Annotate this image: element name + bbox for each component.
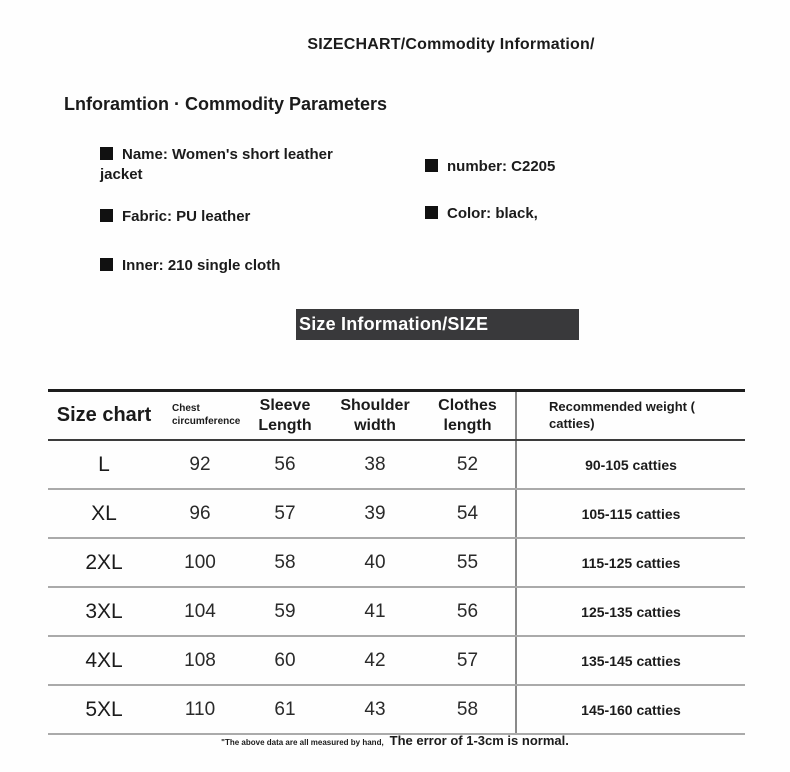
cell-value: 115-125 catties xyxy=(515,539,745,586)
param-inner-text: Inner: 210 single cloth xyxy=(122,257,281,274)
param-name-text: Name: Women's short leather jacket xyxy=(100,146,333,184)
table-row xyxy=(48,441,745,490)
page-title: SIZECHART/Commodity Information/ xyxy=(307,36,595,53)
parameters-heading: Lnforamtion · Commodity Parameters xyxy=(64,94,388,114)
cell-value: 39 xyxy=(364,502,386,524)
cell-value: 42 xyxy=(364,649,386,671)
size-label: 4XL xyxy=(85,648,123,672)
column-header-size: Size chart xyxy=(56,404,152,426)
table-row xyxy=(48,539,745,588)
param-number-text: number: C2205 xyxy=(447,158,556,175)
square-bullet-icon xyxy=(425,159,438,172)
size-label: 3XL xyxy=(85,599,123,623)
table-row xyxy=(48,637,745,686)
cell-value: 38 xyxy=(364,453,386,475)
size-table-header-row xyxy=(48,392,745,441)
cell-value: 96 xyxy=(189,502,211,524)
table-row xyxy=(48,490,745,539)
cell-value: 110 xyxy=(184,698,216,720)
cell-value: 92 xyxy=(189,453,211,475)
param-color xyxy=(425,204,725,224)
cell-value: 59 xyxy=(274,600,296,622)
cell-value: 61 xyxy=(274,698,296,720)
cell-value: 43 xyxy=(364,698,386,720)
param-number xyxy=(425,157,725,177)
param-fabric-text: Fabric: PU leather xyxy=(122,208,251,225)
param-color-text: Color: black, xyxy=(447,205,538,222)
cell-value: 104 xyxy=(184,600,216,622)
param-fabric xyxy=(100,207,400,227)
cell-value: 60 xyxy=(274,649,296,671)
cell-value: 54 xyxy=(456,502,479,524)
cell-value: 135-145 catties xyxy=(515,637,745,684)
square-bullet-icon xyxy=(100,209,113,222)
param-inner xyxy=(100,256,400,276)
cell-value: 100 xyxy=(184,551,216,573)
table-row xyxy=(48,588,745,637)
cell-value: 145-160 catties xyxy=(515,686,745,733)
size-label: 5XL xyxy=(85,697,123,721)
cell-value: 58 xyxy=(456,698,479,720)
cell-value: 108 xyxy=(184,649,216,671)
size-table xyxy=(48,389,745,735)
cell-value: 41 xyxy=(364,600,386,622)
param-name xyxy=(100,145,375,186)
size-table-body xyxy=(48,441,745,735)
cell-value: 57 xyxy=(274,502,296,524)
square-bullet-icon xyxy=(100,147,113,160)
column-header-sleeve: Sleeve Length xyxy=(258,396,312,434)
cell-value: 90-105 catties xyxy=(515,441,745,488)
measurement-note-bold: The error of 1-3cm is normal. xyxy=(389,733,569,748)
cell-value: 40 xyxy=(364,551,386,573)
cell-value: 52 xyxy=(456,453,479,475)
cell-value: 55 xyxy=(456,551,479,573)
measurement-note-small: "The above data are all measured by hand, xyxy=(221,738,384,747)
square-bullet-icon xyxy=(425,206,438,219)
measurement-note xyxy=(0,732,790,750)
size-label: XL xyxy=(91,501,117,525)
column-header-shoulder: Shoulder width xyxy=(340,396,410,434)
cell-value: 56 xyxy=(274,453,296,475)
square-bullet-icon xyxy=(100,258,113,271)
size-label: 2XL xyxy=(85,550,123,574)
size-label: L xyxy=(98,452,110,476)
cell-value: 125-135 catties xyxy=(515,588,745,635)
table-row xyxy=(48,686,745,735)
column-header-weight: Recommended weight ( catties) xyxy=(515,392,745,439)
size-section-header: Size Information/SIZE xyxy=(296,309,579,340)
column-header-clothes: Clothes length xyxy=(438,396,497,434)
column-header-chest: Chest circumference xyxy=(172,403,241,427)
cell-value: 105-115 catties xyxy=(515,490,745,537)
cell-value: 56 xyxy=(456,600,479,622)
cell-value: 57 xyxy=(456,649,479,671)
cell-value: 58 xyxy=(274,551,296,573)
